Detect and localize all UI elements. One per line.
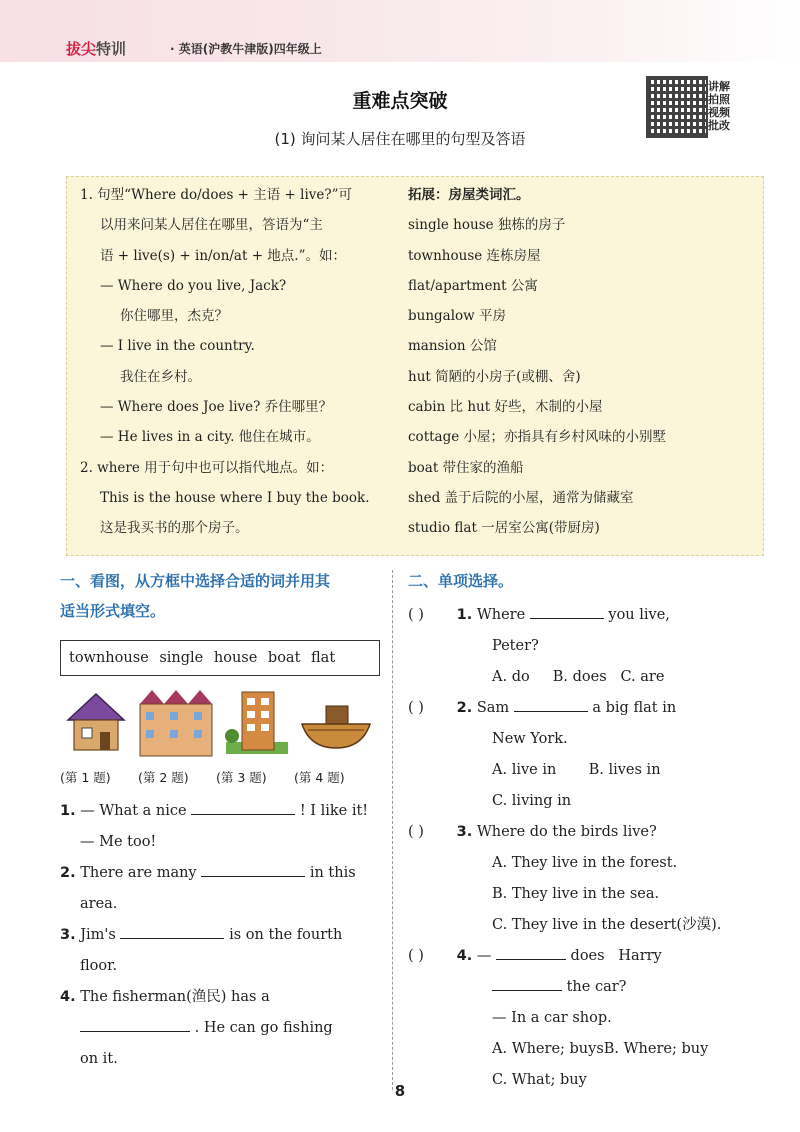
answer-paren[interactable]: ( ) xyxy=(408,700,424,716)
question-3: 3. Jim's is on the fourth xyxy=(60,920,382,951)
knowledge-line: 1. 句型“Where do/does + 主语 + live?”可 xyxy=(80,187,353,203)
knowledge-line: 你住哪里，杰克？ xyxy=(120,308,228,325)
answer-blank[interactable] xyxy=(120,924,224,939)
knowledge-line: 拓展：房屋类词汇。 xyxy=(408,187,530,203)
question-2-cont: area. xyxy=(80,896,118,912)
picture-captions xyxy=(60,768,382,786)
townhouse-icon xyxy=(138,686,214,758)
knowledge-line: bungalow 平房 xyxy=(408,308,507,325)
caption: (第 2 题) xyxy=(138,770,189,785)
knowledge-line: mansion 公馆 xyxy=(408,338,497,355)
knowledge-line: 语 + live(s) + in/on/at + 地点.”。如： xyxy=(100,247,346,264)
knowledge-line: — Where does Joe live? 乔住哪里？ xyxy=(100,399,333,416)
boat-icon xyxy=(296,686,376,758)
question-1-reply: — Me too! xyxy=(80,834,157,850)
knowledge-line: — Where do you live, Jack? xyxy=(100,277,287,294)
mc-options: C. living in xyxy=(492,793,572,809)
mc-question-4-cont: the car? xyxy=(408,972,760,1003)
page-number: 8 xyxy=(394,1082,406,1100)
question-4-end: on it. xyxy=(80,1051,118,1067)
mc-question-4-reply: — In a car shop. xyxy=(492,1010,612,1026)
mc-question-3: ( ) 3. Where do the birds live? xyxy=(408,817,760,848)
answer-paren[interactable]: ( ) xyxy=(408,948,424,964)
question-4-cont: . He can go fishing xyxy=(60,1013,382,1044)
knowledge-line: 我住在乡村。 xyxy=(120,368,201,385)
section-2 xyxy=(408,566,758,596)
page-subtitle: (1) 询问某人居住在哪里的句型及答语 xyxy=(274,130,526,148)
mc-question-2: ( ) 2. Sam a big flat in xyxy=(408,693,760,724)
question-3-cont: floor. xyxy=(80,958,118,974)
question-4: 4. The fisherman(渔民) has a xyxy=(60,989,270,1005)
knowledge-line: This is the house where I buy the book. xyxy=(100,489,370,506)
flat-building-icon xyxy=(222,686,292,758)
answer-paren[interactable]: ( ) xyxy=(408,607,424,623)
caption: (第 1 题) xyxy=(60,770,111,785)
mc-question-2-cont: New York. xyxy=(492,731,568,747)
knowledge-line: 以用来问某人居住在哪里，答语为“主 xyxy=(100,217,323,234)
knowledge-line: cottage 小屋；亦指具有乡村风味的小别墅 xyxy=(408,429,667,446)
section-1-title-cont: 适当形式填空。 xyxy=(60,602,166,620)
picture-row xyxy=(60,686,380,760)
knowledge-line: 2. where 用于句中也可以指代地点。如： xyxy=(80,459,334,476)
section-2-title: 二、单项选择。 xyxy=(408,572,514,590)
question-2: 2. There are many in this xyxy=(60,858,382,889)
qr-label: 讲解 拍照 视频 批改 xyxy=(708,80,730,132)
column-divider xyxy=(392,570,393,1090)
caption: (第 3 题) xyxy=(216,770,267,785)
knowledge-line: shed 盖于后院的小屋，通常为储藏室 xyxy=(408,489,634,506)
mc-question-1-cont: Peter? xyxy=(492,638,539,654)
mc-options: A. Where; buysB. Where; buy xyxy=(492,1041,709,1057)
knowledge-line: studio flat 一居室公寓(带厨房) xyxy=(408,520,600,537)
mc-question-4: ( ) 4. — does Harry xyxy=(408,941,760,972)
question-1: 1. — What a nice ! I like it! xyxy=(60,796,382,827)
knowledge-line: hut 简陋的小房子(或棚、舍) xyxy=(408,368,581,385)
knowledge-line: — He lives in a city. 他住在城市。 xyxy=(100,429,320,446)
book-subtitle: · 英语(沪教牛津版)四年级上 xyxy=(170,42,322,56)
mc-options: B. They live in the sea. xyxy=(492,886,660,902)
knowledge-line: — I live in the country. xyxy=(100,338,255,355)
knowledge-right xyxy=(408,180,758,544)
single-house-icon xyxy=(60,686,132,756)
mc-options: C. They live in the desert(沙漠). xyxy=(492,917,722,933)
answer-blank[interactable] xyxy=(191,800,295,815)
knowledge-line: boat 带住家的渔船 xyxy=(408,459,524,476)
answer-paren[interactable]: ( ) xyxy=(408,824,424,840)
section-1-questions xyxy=(60,796,382,1075)
section-2-questions xyxy=(408,600,760,1096)
knowledge-line: 这是我买书的那个房子。 xyxy=(100,520,249,537)
section-1 xyxy=(60,566,382,626)
section-1-title: 一、看图，从方框中选择合适的词并用其 xyxy=(60,572,331,590)
page-title: 重难点突破 xyxy=(352,90,448,112)
brand-logo: 拔尖特训 xyxy=(66,40,127,58)
answer-blank[interactable] xyxy=(514,697,588,712)
knowledge-line: cabin 比 hut 好些，木制的小屋 xyxy=(408,399,603,416)
word-bank: townhouse single house boat flat xyxy=(60,640,380,676)
mc-options: C. What; buy xyxy=(492,1072,587,1088)
answer-blank[interactable] xyxy=(201,862,305,877)
mc-options: A. do B. does C. are xyxy=(492,669,665,685)
answer-blank[interactable] xyxy=(530,604,604,619)
knowledge-left xyxy=(80,180,396,544)
knowledge-line: flat/apartment 公寓 xyxy=(408,277,538,294)
mc-options: A. They live in the forest. xyxy=(492,855,678,871)
answer-blank[interactable] xyxy=(80,1017,190,1032)
caption: (第 4 题) xyxy=(294,770,345,785)
knowledge-line: townhouse 连栋房屋 xyxy=(408,247,541,264)
knowledge-line: single house 独栋的房子 xyxy=(408,217,566,234)
mc-options: A. live in B. lives in xyxy=(492,762,661,778)
answer-blank[interactable] xyxy=(492,976,562,991)
mc-question-1: ( ) 1. Where you live, xyxy=(408,600,760,631)
answer-blank[interactable] xyxy=(496,945,566,960)
